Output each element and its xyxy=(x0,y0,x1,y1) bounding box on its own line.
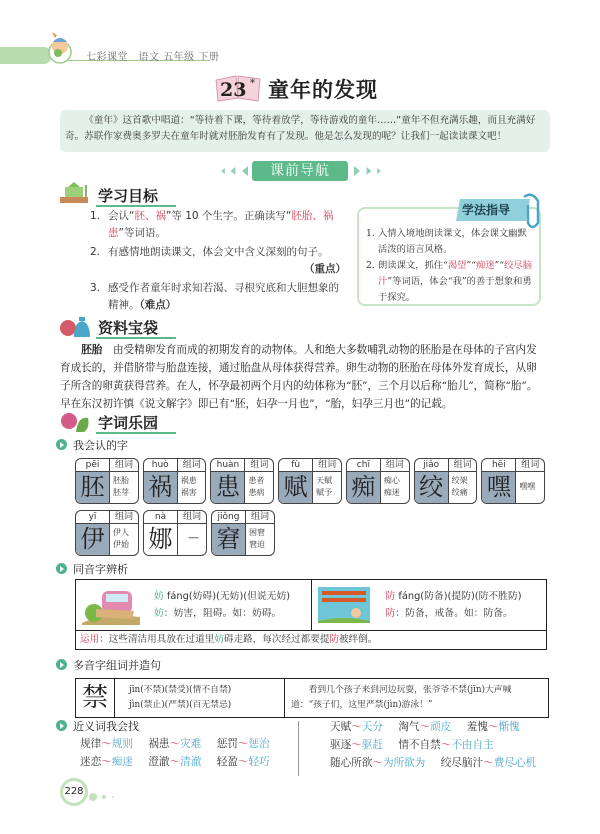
homophone-usage: 运用：这些清洁用具放在过道里妨碍走路，每次经过都要提防被绊倒。 xyxy=(80,634,378,645)
header-book-title: 七彩课堂 语文 五年级 下册 xyxy=(86,52,220,63)
homophone-left: 妨 fáng(妨碍)(无妨)(但说无妨) 妨：妨害，阻碍。如：妨碍。 xyxy=(76,580,311,630)
play-bullet-icon xyxy=(56,720,67,731)
resource-term: 胚胎 xyxy=(81,344,103,356)
recognize-subheading: 我会认的字 xyxy=(56,437,128,453)
svg-text:*: * xyxy=(250,78,255,89)
character-cards xyxy=(75,458,545,562)
svg-text:23: 23 xyxy=(220,79,247,101)
char-card: huàn 组词 患 患者 患病 xyxy=(210,458,274,504)
synonyms-subheading: 近义词我会找 xyxy=(56,718,139,734)
desk-icon xyxy=(58,181,92,207)
goals-list xyxy=(90,208,346,314)
intro-paragraph: 《童年》这首歌中唱道：“等待着下课，等待着放学，等待游戏的童年……”童年不但充满乐趣，而且充满好奇。苏联作家费奥多罗夫在童年时就对胚胎发育有了发现。他是怎么发现的呢？让我们一起读读课文吧！ xyxy=(60,110,550,152)
goals-heading: 学习目标 xyxy=(58,185,198,207)
page-number: 228 xyxy=(60,778,88,806)
goal-item: 1. 会认“胚、祸”等 10 个生字。正确读写“胚胎、祸患”等词语。 xyxy=(90,210,334,239)
section-banner xyxy=(212,160,388,182)
synonyms-left: 规律～规则 祸患～灾难 惩罚～惩治 迷恋～痴迷 澄澈～清澈 轻盈～轻巧 xyxy=(80,738,270,768)
arrow-right-icon xyxy=(377,168,381,174)
char-card: fù 组词 赋 天赋 赋予 xyxy=(278,458,342,504)
char-card: huò 组词 祸 祸患 祸害 xyxy=(143,458,207,504)
goal-item: 2. 有感情地朗读课文，体会文中含义深刻的句子。 （重点） xyxy=(90,244,346,278)
char-card: pēi 组词 胚 胚胎 胚芽 xyxy=(75,458,139,504)
char-card: hēi 组词 嘿 嘿嘿 xyxy=(481,458,545,504)
synonyms-right: 天赋～天分 淘气～顽皮 羞愧～惭愧 驱逐～驱赶 情不自禁～不由自主 随心所欲～为所欲为 绞尽脑汁～费尽心机 xyxy=(330,721,537,769)
char-card: chī 组词 痴 痴心 痴迷 xyxy=(346,458,410,504)
play-bullet-icon xyxy=(56,659,67,670)
key-point-tag: （重点） xyxy=(304,263,346,275)
homophone-subheading: 同音字辨析 xyxy=(56,561,128,577)
polyphone-char: 禁 xyxy=(76,679,115,717)
tip-item: 2. 朗读课文，抓住“渴望”“痴迷”“绞尽脑汁”等词语，体会“我”的善于想象和勇于探究。 xyxy=(366,260,532,303)
arrow-left-icon xyxy=(231,167,236,175)
money-bag-icon xyxy=(58,313,92,339)
decor-dot xyxy=(89,793,97,801)
polyphone-subheading: 多音字组词并造句 xyxy=(56,657,161,673)
words-garden-heading: 字词乐园 xyxy=(58,412,198,434)
arrow-right-icon xyxy=(354,166,360,176)
polyphone-readings: jīn(不禁)(禁受)(情不自禁) jìn(禁止)(严禁)(百无禁忌) xyxy=(115,679,285,717)
char-card: nà 组词 娜 — xyxy=(143,510,207,556)
polyphone-sentence: 看到几个孩子来到河边玩耍，张爷爷不禁(jīn)大声喊道：“孩子们，这里严禁(jìn)游泳！” xyxy=(291,685,512,710)
goal-item: 3. 感受作者童年时求知若渴、寻根究底和大胆想象的精神。（难点） xyxy=(90,282,339,311)
tip-item: 1. 入情入境地朗读课文，体会课文幽默活泼的语言风格。 xyxy=(366,228,527,255)
tips-list xyxy=(366,226,534,306)
mascot-icon xyxy=(45,30,75,64)
decor-dot xyxy=(112,796,114,798)
lesson-title: 童年的发现 xyxy=(268,77,378,102)
char-card: jiǎo 组词 绞 绞架 绞痛 xyxy=(414,458,478,504)
bus-illustration xyxy=(82,585,140,625)
char-card: jiǒng 组词 窘 困窘 窘迫 xyxy=(211,510,275,556)
arrow-left-icon xyxy=(221,168,225,174)
banner-label: 课前导航 xyxy=(252,161,348,181)
arrow-left-icon xyxy=(242,166,248,176)
play-bullet-icon xyxy=(56,439,67,450)
strawberry-icon xyxy=(58,408,92,434)
polyphone-table xyxy=(75,678,549,718)
book-icon xyxy=(214,74,262,102)
decor-dot xyxy=(102,795,106,799)
resource-heading: 资料宝袋 xyxy=(58,317,198,339)
resource-paragraph: 胚胎 由受精卵发育而成的初期发育的动物体。人和绝大多数哺乳动物的胚胎是在母体的子宫内发育成长的，并借脐带与胎盘连接，通过胎盘从母体获得营养。卵生动物的胚胎在母体外发育成长，从卵子所含的卵黄获得营养。在人，怀孕最初两个月内的幼体称为“胚”，三个月以后称“胎儿”，简称“胎”。早在东汉初许慎《说文解字》即已有“胚，妇孕一月也”，“胎，妇孕三月也”的记载。 xyxy=(60,344,538,410)
arrow-right-icon xyxy=(367,167,372,175)
tips-label: 学法指导 xyxy=(462,203,511,217)
difficulty-tag: （难点） xyxy=(139,299,177,311)
homophone-table xyxy=(75,579,547,650)
safety-sign-illustration xyxy=(318,585,370,625)
homophone-right: 防 fáng(防备)(提防)(防不胜防) 防：防备，戒备。如：防备。 xyxy=(311,580,547,630)
play-bullet-icon xyxy=(56,563,67,574)
char-card: yī 组词 伊 伊人 伊始 xyxy=(75,510,139,556)
divider xyxy=(298,721,299,776)
